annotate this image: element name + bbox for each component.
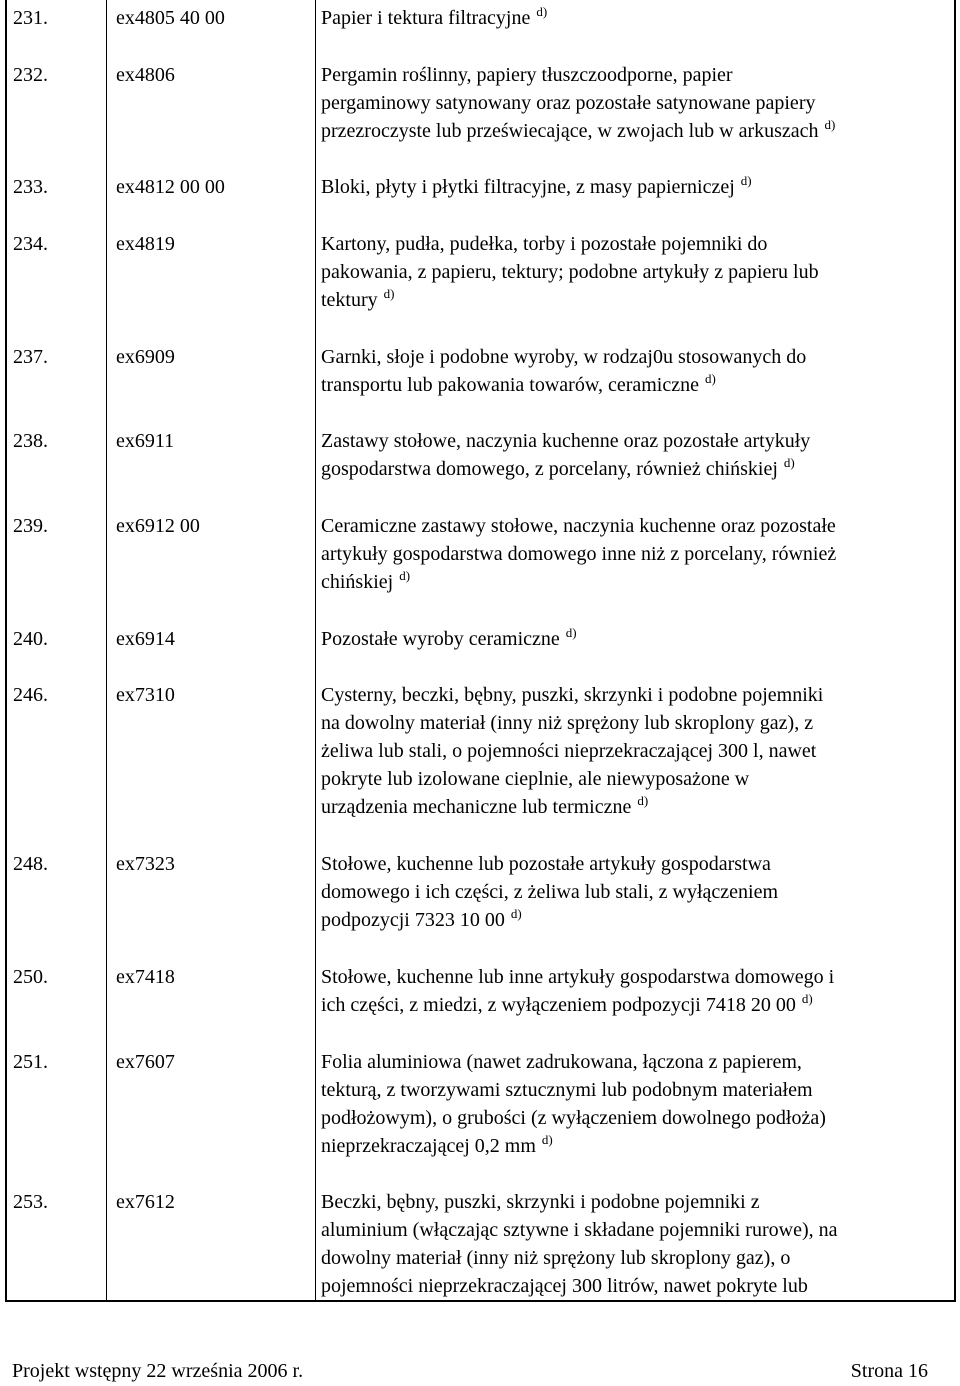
description-text: dowolny materiał (inny niż sprężony lub skroplony gaz), o <box>321 1247 791 1269</box>
footer-date: Projekt wstępny 22 września 2006 r. <box>12 1360 304 1382</box>
column-divider-1 <box>106 0 107 1300</box>
cn-code: ex4812 00 00 <box>116 176 225 198</box>
footnote-marker: d) <box>536 4 548 19</box>
item-number: 237. <box>13 346 48 368</box>
item-description <box>321 173 951 201</box>
description-text: Garnki, słoje i podobne wyroby, w rodzaj0u stosowanych do <box>321 346 807 368</box>
description-line <box>321 4 951 32</box>
description-text: pokryte lub izolowane cieplnie, ale niewyposażone w <box>321 768 750 790</box>
cn-code: ex4806 <box>116 64 175 86</box>
page-footer <box>12 1358 928 1384</box>
description-text: pojemności nieprzekraczającej 300 litrów, nawet pokryte lub <box>321 1275 808 1297</box>
description-text: Stołowe, kuchenne lub pozostałe artykuły gospodarstwa <box>321 853 771 875</box>
item-description <box>321 343 951 399</box>
description-line <box>321 765 951 793</box>
item-number: 246. <box>13 684 48 706</box>
description-line <box>321 117 951 145</box>
description-text: przezroczyste lub przeświecające, w zwojach lub w arkuszach <box>321 120 819 142</box>
description-line <box>321 371 951 399</box>
description-line <box>321 850 951 878</box>
description-text: żeliwa lub stali, o pojemności nieprzekraczającej 300 l, nawet <box>321 740 817 762</box>
description-text: transportu lub pakowania towarów, ceramiczne <box>321 374 699 396</box>
description-text: Stołowe, kuchenne lub inne artykuły gospodarstwa domowego i <box>321 966 835 988</box>
item-description <box>321 850 951 934</box>
description-line <box>321 1076 951 1104</box>
item-description <box>321 230 951 314</box>
description-line <box>321 455 951 483</box>
item-number: 248. <box>13 853 48 875</box>
description-line <box>321 878 951 906</box>
description-line <box>321 737 951 765</box>
cn-code: ex6911 <box>116 430 175 452</box>
description-line <box>321 230 951 258</box>
description-line <box>321 1188 951 1216</box>
description-line <box>321 427 951 455</box>
description-text: nieprzekraczającej 0,2 mm <box>321 1135 536 1157</box>
description-text: ich części, z miedzi, z wyłączeniem podpozycji 7418 20 00 <box>321 994 796 1016</box>
description-text: pergaminowy satynowany oraz pozostałe satynowane papiery <box>321 92 816 114</box>
description-text: gospodarstwa domowego, z porcelany, również chińskiej <box>321 458 778 480</box>
description-line <box>321 963 951 991</box>
description-text: Bloki, płyty i płytki filtracyjne, z masy papierniczej <box>321 176 735 198</box>
item-number: 239. <box>13 515 48 537</box>
item-number: 231. <box>13 7 48 29</box>
description-text: tekturą, z tworzywami sztucznymi lub podobnym materiałem <box>321 1079 813 1101</box>
item-description <box>321 1188 951 1300</box>
description-line <box>321 343 951 371</box>
description-text: urządzenia mechaniczne lub termiczne <box>321 796 632 818</box>
footnote-marker: d) <box>801 991 813 1006</box>
description-line <box>321 540 951 568</box>
description-line <box>321 625 951 653</box>
description-text: Kartony, pudła, pudełka, torby i pozostałe pojemniki do <box>321 233 768 255</box>
item-description <box>321 681 951 821</box>
cn-code: ex7310 <box>116 684 175 706</box>
footnote-marker: d) <box>565 625 577 640</box>
item-description <box>321 625 951 653</box>
footnote-marker: d) <box>383 286 395 301</box>
cn-code: ex7612 <box>116 1191 175 1213</box>
footnote-marker: d) <box>510 906 522 921</box>
description-text: podłożowym), o grubości (z wyłączeniem dowolnego podłoża) <box>321 1107 826 1129</box>
description-text: Zastawy stołowe, naczynia kuchenne oraz pozostałe artykuły <box>321 430 811 452</box>
description-text: tektury <box>321 289 378 311</box>
footnote-marker: d) <box>783 455 795 470</box>
description-line <box>321 1132 951 1160</box>
description-line <box>321 61 951 89</box>
description-line <box>321 258 951 286</box>
item-number: 238. <box>13 430 48 452</box>
description-text: Pergamin roślinny, papiery tłuszczoodporne, papier <box>321 64 733 86</box>
description-text: aluminium (włączając sztywne i składane pojemniki rurowe), na <box>321 1219 838 1241</box>
item-description <box>321 1048 951 1160</box>
footer-page-number: Strona 16 <box>850 1360 928 1382</box>
cn-code: ex7607 <box>116 1051 175 1073</box>
description-line <box>321 286 951 314</box>
description-text: artykuły gospodarstwa domowego inne niż z porcelany, również <box>321 543 837 565</box>
cn-code: ex6914 <box>116 628 175 650</box>
description-line <box>321 793 951 821</box>
description-line <box>321 512 951 540</box>
cn-code: ex6912 00 <box>116 515 200 537</box>
footnote-marker: d) <box>399 568 411 583</box>
item-number: 234. <box>13 233 48 255</box>
cn-code: ex4805 40 00 <box>116 7 225 29</box>
description-text: na dowolny materiał (inny niż sprężony lub skroplony gaz), z <box>321 712 814 734</box>
item-description <box>321 4 951 32</box>
footnote-marker: d) <box>541 1132 553 1147</box>
description-line <box>321 173 951 201</box>
item-description <box>321 963 951 1019</box>
description-line <box>321 681 951 709</box>
footnote-marker: d) <box>824 117 836 132</box>
cn-code: ex6909 <box>116 346 175 368</box>
item-description <box>321 61 951 145</box>
item-number: 240. <box>13 628 48 650</box>
description-line <box>321 1272 951 1300</box>
cn-code: ex4819 <box>116 233 175 255</box>
column-divider-2 <box>315 0 316 1300</box>
item-description <box>321 512 951 596</box>
description-line <box>321 89 951 117</box>
item-number: 250. <box>13 966 48 988</box>
description-text: Cysterny, beczki, bębny, puszki, skrzynki i podobne pojemniki <box>321 684 824 706</box>
description-line <box>321 1244 951 1272</box>
item-number: 253. <box>13 1191 48 1213</box>
description-line <box>321 709 951 737</box>
description-line <box>321 1048 951 1076</box>
item-number: 233. <box>13 176 48 198</box>
description-text: Folia aluminiowa (nawet zadrukowana, łączona z papierem, <box>321 1051 802 1073</box>
cn-code: ex7323 <box>116 853 175 875</box>
item-number: 232. <box>13 64 48 86</box>
footnote-marker: d) <box>637 793 649 808</box>
description-text: podpozycji 7323 10 00 <box>321 909 505 931</box>
description-text: chińskiej <box>321 571 394 593</box>
description-text: Ceramiczne zastawy stołowe, naczynia kuchenne oraz pozostałe <box>321 515 836 537</box>
description-line <box>321 906 951 934</box>
item-number: 251. <box>13 1051 48 1073</box>
description-line <box>321 1104 951 1132</box>
description-line <box>321 568 951 596</box>
description-text: domowego i ich części, z żeliwa lub stali, z wyłączeniem <box>321 881 779 903</box>
footnote-marker: d) <box>740 173 752 188</box>
description-text: Beczki, bębny, puszki, skrzynki i podobne pojemniki z <box>321 1191 760 1213</box>
description-text: pakowania, z papieru, tektury; podobne artykuły z papieru lub <box>321 261 819 283</box>
description-line <box>321 1216 951 1244</box>
item-description <box>321 427 951 483</box>
description-text: Pozostałe wyroby ceramiczne <box>321 628 560 650</box>
cn-code: ex7418 <box>116 966 175 988</box>
description-text: Papier i tektura filtracyjne <box>321 7 531 29</box>
description-line <box>321 991 951 1019</box>
footnote-marker: d) <box>705 371 716 386</box>
